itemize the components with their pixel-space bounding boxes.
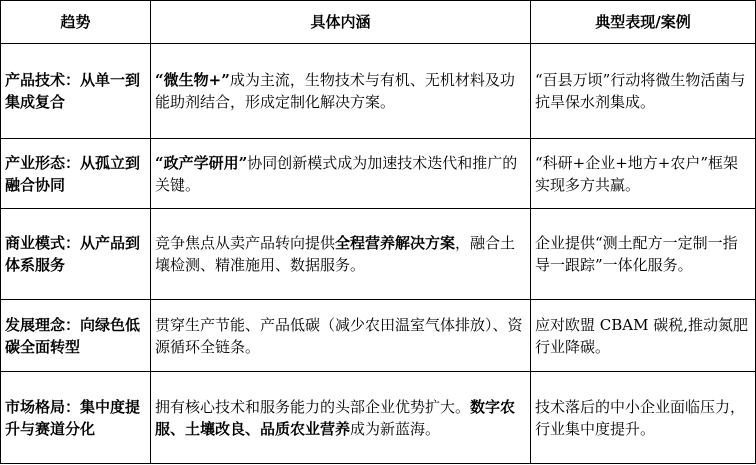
header-row bbox=[1, 1, 756, 44]
trend-cell: 发展理念：向绿色低碳全面转型 bbox=[1, 300, 151, 372]
content-segment: 协同创新模式成为加速技术迭代和推广的关键。 bbox=[155, 153, 518, 194]
case-cell: “百县万顷”行动将微生物活菌与抗旱保水剂集成。 bbox=[531, 44, 756, 139]
table-row bbox=[1, 44, 756, 139]
table-row bbox=[1, 300, 756, 372]
trend-cell: 产品技术：从单一到集成复合 bbox=[1, 44, 151, 139]
content-cell bbox=[151, 209, 531, 300]
content-segment: 竞争焦点从卖产品转向提供 bbox=[155, 234, 336, 252]
table-row bbox=[1, 372, 756, 464]
case-cell: 企业提供“测土配方一定制一指导一跟踪”一体化服务。 bbox=[531, 209, 756, 300]
case-cell: “科研+企业+地方+农户”框架实现多方共赢。 bbox=[531, 139, 756, 209]
content-segment: ，融合土壤检测、精准施用、数据服务。 bbox=[155, 234, 516, 274]
content-cell bbox=[151, 139, 531, 209]
header-case: 典型表现/案例 bbox=[531, 1, 756, 44]
content-cell bbox=[151, 372, 531, 464]
table-row bbox=[1, 209, 756, 300]
content-segment: “微生物+” bbox=[155, 71, 230, 89]
content-segment: 全程营养解决方案 bbox=[335, 234, 456, 252]
content-segment: 拥有核心技术和服务能力的头部企业优势扩大。 bbox=[155, 397, 471, 416]
header-trend: 趋势 bbox=[1, 1, 151, 44]
content-segment: 成为新蓝海。 bbox=[350, 419, 441, 438]
content-segment: 成为主流，生物技术与有机、无机材料及功能助剂结合，形成定制化解决方案。 bbox=[155, 71, 515, 111]
trend-cell: 产业形态：从孤立到融合协同 bbox=[1, 139, 151, 209]
content-segment: 数字农服、土壤改良、品质农业营养 bbox=[155, 397, 516, 438]
content-cell bbox=[151, 44, 531, 139]
content-segment: 贯穿生产节能、产品低碳（减少农田温室气体排放）、资源循环全链条。 bbox=[155, 315, 523, 356]
content-segment: “政产学研用” bbox=[155, 153, 248, 172]
trend-cell: 商业模式：从产品到体系服务 bbox=[1, 209, 151, 300]
case-cell: 应对欧盟 CBAM 碳税,推动氮肥行业降碳。 bbox=[531, 300, 756, 372]
table-row bbox=[1, 139, 756, 209]
trend-cell: 市场格局：集中度提升与赛道分化 bbox=[1, 372, 151, 464]
case-cell: 技术落后的中小企业面临压力，行业集中度提升。 bbox=[531, 372, 756, 464]
header-content: 具体内涵 bbox=[151, 1, 531, 44]
content-cell bbox=[151, 300, 531, 372]
